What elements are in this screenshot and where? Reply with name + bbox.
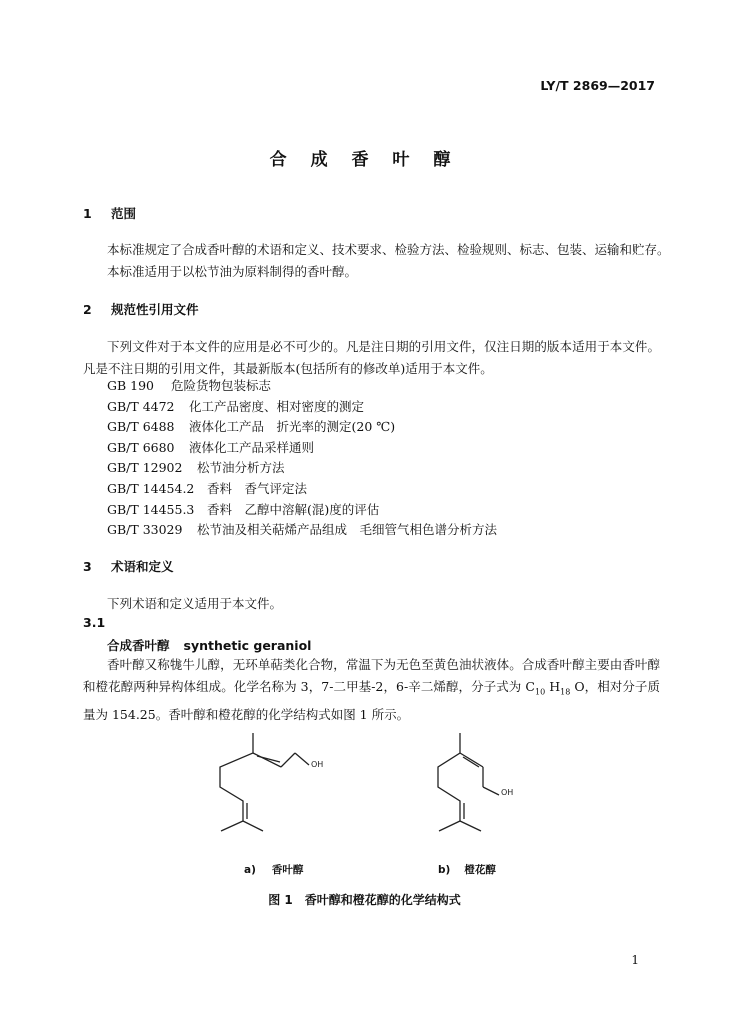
document-title: 合 成 香 叶 醇 [269,150,460,170]
definition-text: 香叶醇又称牻牛儿醇，无环单萜类化合物，常温下为无色至黄色油状液体。合成香叶醇主要由香叶醇和橙花醇两种异构体组成。化学名称为 3，7-二甲基-2，6-辛二烯醇，分子式为 C [83,657,660,694]
reference-title: 松节油分析方法 [197,460,285,476]
reference-title: 化工产品密度、相对密度的测定 [189,398,365,414]
section-number: 3 [83,559,92,574]
section-1-paragraph-2: 本标准适用于以松节油为原料制得的香叶醇。 [107,264,358,279]
section-3-heading [83,557,174,575]
section-2-paragraph: 下列文件对于本文件的应用是必不可少的。凡是注日期的引用文件，仅注日期的版本适用于本文件。凡是不注日期的引用文件，其最新版本(包括所有的修改单)适用于本文件。 [83,339,660,376]
reference-list [107,376,497,541]
figure-label-a [244,862,303,877]
section-number: 2 [83,302,92,317]
sub-name: 橙花醇 [464,864,496,876]
reference-code: GB/T 14455.3 [107,501,195,517]
oh-label-a: OH [311,760,324,769]
standard-code: LY/T 2869—2017 [540,78,655,93]
reference-code: GB/T 4472 [107,398,175,414]
section-3-paragraph: 下列术语和定义适用于本文件。 [107,596,283,611]
geraniol-structure [220,733,309,831]
term-heading [107,636,311,654]
reference-code: GB/T 12902 [107,460,183,476]
section-title: 规范性引用文件 [111,302,199,317]
page-number: 1 [631,953,639,967]
reference-code: GB 190 [107,378,155,393]
chemical-structure-figure [195,725,535,835]
reference-item [107,479,497,500]
section-title: 术语和定义 [111,559,174,574]
reference-code: GB/T 6488 [107,419,175,435]
reference-item [107,397,497,418]
term-name-en: synthetic geraniol [183,638,312,653]
reference-title: 液体化工产品 折光率的测定(20 ℃) [189,419,396,435]
subscript: 18 [560,687,571,697]
subscript: 10 [534,687,546,697]
figure-label-b [438,862,496,877]
reference-item [107,520,497,541]
reference-title: 香料 香气评定法 [207,480,308,496]
reference-item [107,438,497,459]
definition-text: O，相对分子质量为 154.25。香叶醇和橙花醇的化学结构式如图 1 所示。 [83,679,661,722]
sub-name: 香叶醇 [271,864,304,876]
sub-label: a) [244,864,256,876]
reference-title: 危险货物包装标志 [171,378,272,393]
section-title: 范围 [111,206,137,221]
reference-item [107,376,497,397]
section-number: 1 [83,206,92,221]
reference-title: 香料 乙醇中溶解(混)度的评估 [207,501,380,517]
sub-label: b) [438,864,451,876]
reference-code: GB/T 14454.2 [107,480,195,496]
reference-title: 松节油及相关萜烯产品组成 毛细管气相色谱分析方法 [197,522,498,538]
term-definition [83,654,660,726]
section-2-heading [83,300,199,318]
reference-item [107,417,497,438]
reference-item [107,500,497,521]
section-1-heading [83,204,136,222]
reference-item [107,458,497,479]
section-1-paragraph-1: 本标准规定了合成香叶醇的术语和定义、技术要求、检验方法、检验规则、标志、包装、运输和贮存。 [107,242,670,257]
reference-code: GB/T 33029 [107,522,183,538]
reference-title: 液体化工产品采样通则 [189,439,315,455]
oh-label-b: OH [501,788,514,797]
figure-caption: 图 1 香叶醇和橙花醇的化学结构式 [268,893,461,907]
reference-code: GB/T 6680 [107,439,175,455]
term-number: 3.1 [83,615,106,630]
definition-text: H [545,679,561,694]
term-name-cn: 合成香叶醇 [107,638,170,653]
nerol-structure [438,733,499,831]
